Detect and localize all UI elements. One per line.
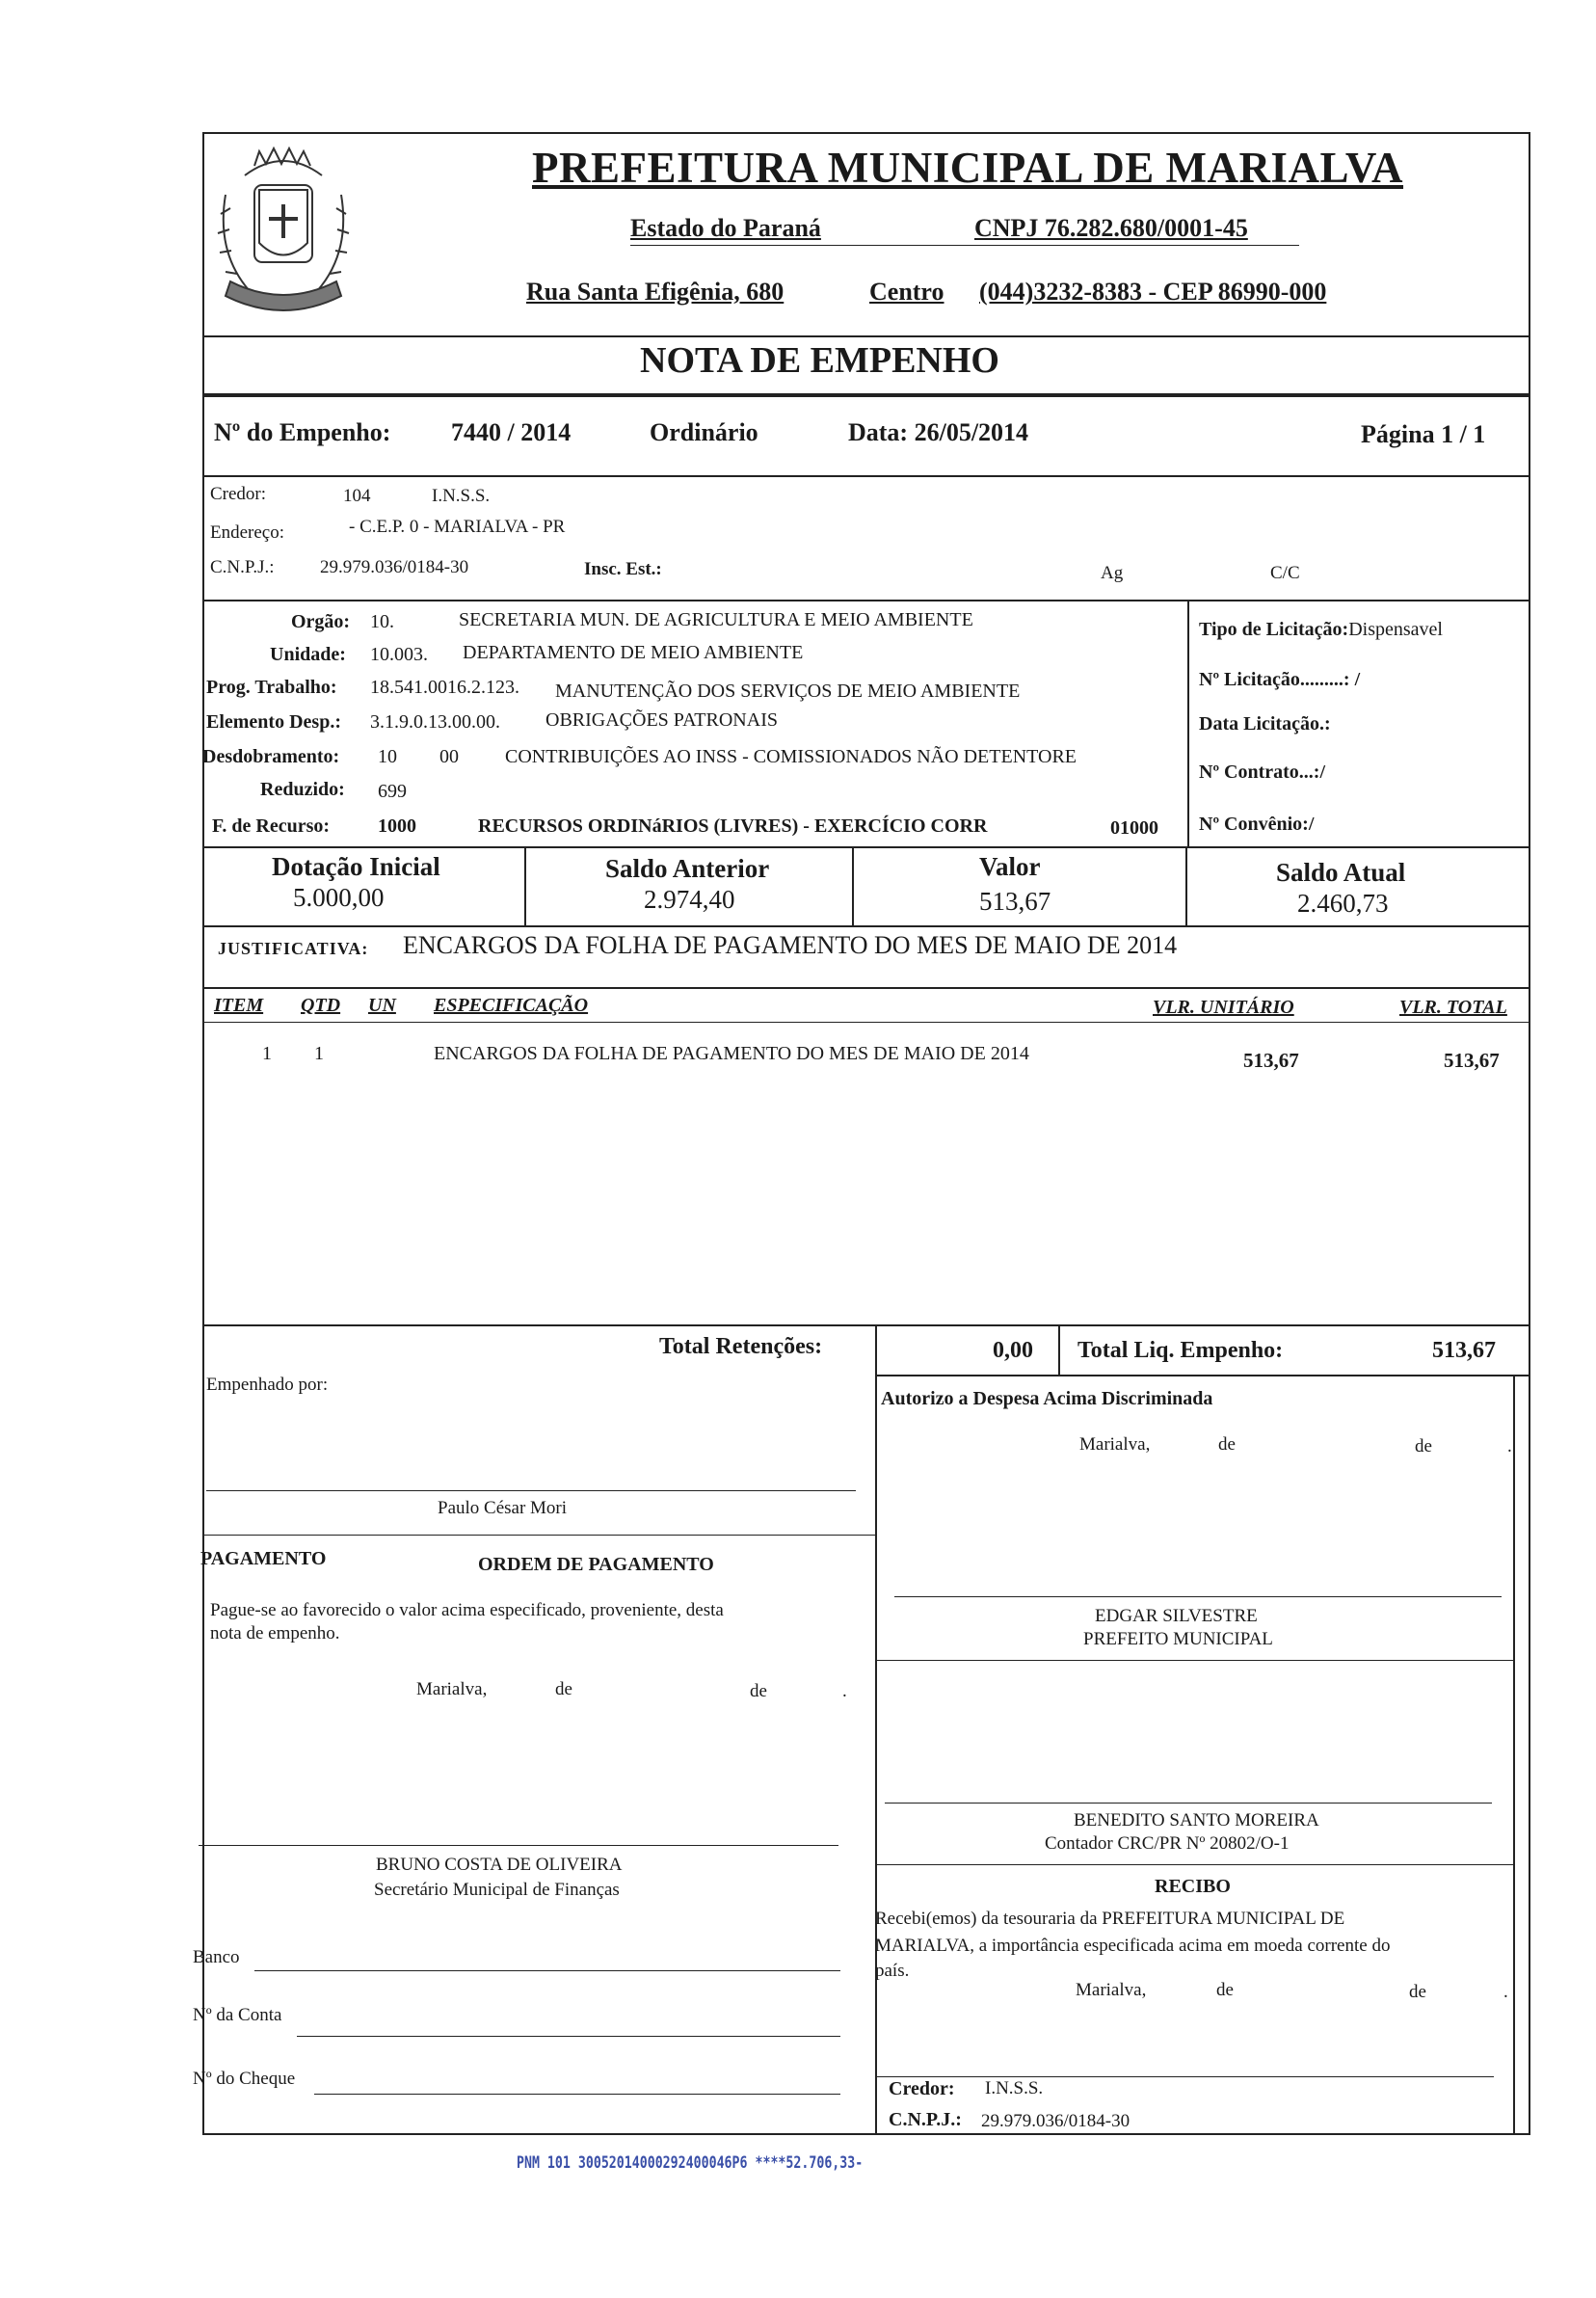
recibo-text-2: MARIALVA, a importância especificada acima em moeda corrente do (875, 1936, 1391, 1956)
desdobramento-code-1: 10 (378, 746, 397, 767)
item-unit-value: 513,67 (1243, 1049, 1299, 1072)
item-spec: ENCARGOS DA FOLHA DE PAGAMENTO DO MES DE MAIO DE 2014 (434, 1043, 1029, 1064)
saldo-anterior-label: Saldo Anterior (605, 854, 770, 883)
balances-divider-1 (524, 846, 526, 925)
credor-address-label: Endereço: (210, 522, 285, 543)
empenho-type: Ordinário (650, 418, 758, 446)
elemento-code: 3.1.9.0.13.00.00. (370, 711, 500, 733)
autorizo-label: Autorizo a Despesa Acima Discriminada (881, 1388, 1213, 1409)
total-liq-label: Total Liq. Empenho: (1077, 1338, 1284, 1363)
secretario-name: BRUNO COSTA DE OLIVEIRA (376, 1855, 623, 1875)
banco-line[interactable] (254, 1970, 840, 1971)
autorizo-de-2: de (1415, 1436, 1432, 1456)
col-item-header: ITEM (214, 995, 264, 1016)
header-state: Estado do Paraná (630, 214, 821, 242)
item-number: 1 (262, 1043, 272, 1064)
unidade-desc: DEPARTAMENTO DE MEIO AMBIENTE (463, 642, 804, 663)
orgao-label: Orgão: (291, 611, 351, 632)
classif-top-line (202, 600, 1530, 601)
col-total-header: VLR. TOTAL (1399, 997, 1507, 1018)
empenhado-name: Paulo César Mori (438, 1498, 568, 1518)
credor-cnpj: 29.979.036/0184-30 (320, 557, 469, 577)
empenhado-signature-line (206, 1490, 856, 1491)
header-cnpj: CNPJ 76.282.680/0001-45 (974, 214, 1248, 242)
item-total-value: 513,67 (1444, 1049, 1500, 1072)
reduzido-label: Reduzido: (260, 779, 345, 800)
col-spec-header: ESPECIFICAÇÃO (434, 995, 589, 1016)
dotacao-label: Dotação Inicial (272, 852, 440, 881)
credor-cc-label: C/C (1270, 563, 1300, 583)
item-qtd: 1 (314, 1043, 324, 1064)
unidade-code: 10.003. (370, 644, 428, 665)
recibo-credor-label: Credor: (889, 2078, 955, 2099)
prog-desc: MANUTENÇÃO DOS SERVIÇOS DE MEIO AMBIENTE (555, 681, 1021, 702)
header-phone: (044)3232-8383 - CEP 86990-000 (979, 278, 1327, 306)
licitacao-convenio-label: Nº Convênio:/ (1199, 814, 1315, 835)
licitacao-tipo-value: Dispensavel (1348, 619, 1443, 640)
credor-insc-label: Insc. Est.: (584, 559, 662, 579)
totals-divider-2 (1058, 1324, 1060, 1375)
prefeito-title: PREFEITO MUNICIPAL (1083, 1629, 1273, 1649)
recibo-text-3: país. (875, 1961, 910, 1981)
right-column-edge (1513, 1375, 1515, 2135)
pague-text: Pague-se ao favorecido o valor acima especificado, proveniente, desta (210, 1600, 724, 1620)
valor-label: Valor (979, 852, 1041, 881)
autorizo-de-1: de (1218, 1434, 1236, 1455)
recibo-cnpj-value: 29.979.036/0184-30 (981, 2111, 1130, 2131)
empenho-number: 7440 / 2014 (451, 418, 572, 446)
prog-code: 18.541.0016.2.123. (370, 677, 519, 698)
recibo-signature-line (877, 2076, 1494, 2077)
totals-divider-1 (875, 1324, 877, 2135)
prefeito-name: EDGAR SILVESTRE (1095, 1606, 1258, 1626)
total-liq-value: 513,67 (1432, 1338, 1496, 1363)
balances-divider-2 (852, 846, 854, 925)
credor-address: - C.E.P. 0 - MARIALVA - PR (349, 517, 566, 537)
contador-top-line (877, 1660, 1513, 1661)
pagamento-label: PAGAMENTO (200, 1548, 327, 1569)
autorizo-dot: . (1507, 1436, 1512, 1456)
empenho-label: Nº do Empenho: (214, 418, 391, 446)
credor-ag-label: Ag (1101, 563, 1124, 583)
col-qtd-header: QTD (301, 995, 341, 1016)
header-title: PREFEITURA MUNICIPAL DE MARIALVA (532, 144, 1404, 192)
doc-title: NOTA DE EMPENHO (640, 340, 999, 381)
orgao-desc: SECRETARIA MUN. DE AGRICULTURA E MEIO AMBIENTE (459, 609, 973, 630)
col-unit-header: VLR. UNITÁRIO (1153, 997, 1294, 1018)
pagamento-de-2: de (750, 1681, 767, 1701)
elemento-label: Elemento Desp.: (206, 711, 341, 733)
ordem-pagamento-label: ORDEM DE PAGAMENTO (478, 1554, 714, 1575)
prefeito-signature-line (894, 1596, 1502, 1597)
recibo-cnpj-label: C.N.P.J.: (889, 2109, 962, 2130)
recibo-top-line (877, 1864, 1513, 1865)
recurso-desc: RECURSOS ORDINáRIOS (LIVRES) - EXERCÍCIO CORR (478, 815, 988, 837)
pagamento-de-1: de (555, 1679, 572, 1699)
recibo-de-2: de (1409, 1982, 1426, 2002)
licitacao-tipo-label-text: Tipo de Licitação: (1199, 619, 1349, 640)
cheque-label: Nº do Cheque (193, 2069, 296, 2089)
balances-divider-3 (1185, 846, 1187, 925)
dotacao-value: 5.000,00 (293, 883, 385, 912)
valor-value: 513,67 (979, 887, 1051, 916)
credor-code: 104 (343, 486, 371, 506)
recurso-code-2: 01000 (1110, 817, 1158, 839)
banco-label: Banco (193, 1947, 240, 1967)
header-district: Centro (869, 278, 944, 306)
conta-line[interactable] (297, 2036, 840, 2037)
elemento-desc: OBRIGAÇÕES PATRONAIS (545, 709, 778, 731)
credor-label: Credor: (210, 484, 267, 504)
empenho-page: Página 1 / 1 (1361, 420, 1486, 448)
pagamento-dot: . (842, 1681, 847, 1701)
credor-cnpj-label: C.N.P.J.: (210, 557, 275, 577)
classif-divider (1187, 600, 1189, 848)
recibo-text-1: Recebi(emos) da tesouraria da PREFEITURA MUNICIPAL DE (875, 1909, 1345, 1929)
orgao-code: 10. (370, 611, 394, 632)
desdobramento-desc: CONTRIBUIÇÕES AO INSS - COMISSIONADOS NÃO DETENTORE (505, 746, 1077, 767)
recibo-label: RECIBO (1155, 1876, 1231, 1897)
licitacao-contrato-label: Nº Contrato...:/ (1199, 762, 1326, 783)
header-underline-1 (630, 245, 1299, 246)
header-address: Rua Santa Efigênia, 680 (526, 278, 785, 306)
total-retencoes-value: 0,00 (993, 1338, 1033, 1363)
recibo-place: Marialva, (1076, 1980, 1147, 2000)
saldo-atual-label: Saldo Atual (1276, 858, 1406, 887)
saldo-anterior-value: 2.974,40 (644, 885, 735, 914)
recibo-dot: . (1503, 1982, 1508, 2002)
pague-text-2: nota de empenho. (210, 1623, 340, 1643)
coat-of-arms-logo (206, 137, 360, 330)
justificativa-text: ENCARGOS DA FOLHA DE PAGAMENTO DO MES DE MAIO DE 2014 (403, 931, 1178, 959)
total-retencoes-label: Total Retenções: (659, 1334, 823, 1359)
credor-name: I.N.S.S. (432, 486, 491, 506)
recibo-credor-value: I.N.S.S. (985, 2078, 1044, 2098)
licitacao-data-label: Data Licitação.: (1199, 713, 1331, 735)
footer-machine-code: PNM 101 30052014000292400046P6 ****52.706,33- (517, 2153, 864, 2173)
saldo-atual-value: 2.460,73 (1297, 889, 1389, 918)
recibo-de-1: de (1216, 1980, 1234, 2000)
empenho-date: Data: 26/05/2014 (848, 418, 1029, 446)
empenhado-label: Empenhado por: (206, 1375, 329, 1395)
recurso-label: F. de Recurso: (212, 815, 331, 837)
totals-bottom-line (877, 1375, 1530, 1376)
col-un-header: UN (368, 995, 396, 1016)
prog-label: Prog. Trabalho: (206, 677, 337, 698)
contador-name: BENEDITO SANTO MOREIRA (1074, 1810, 1319, 1830)
justificativa-label: JUSTIFICATIVA: (218, 939, 369, 958)
unidade-label: Unidade: (270, 644, 346, 665)
licitacao-tipo-label (1199, 619, 1443, 641)
autorizo-place: Marialva, (1079, 1434, 1151, 1455)
secretario-title: Secretário Municipal de Finanças (374, 1880, 620, 1900)
balances-top-line (202, 846, 1530, 848)
secretario-signature-line (199, 1845, 838, 1846)
cheque-line[interactable] (314, 2094, 840, 2095)
balances-bottom-line (202, 925, 1530, 927)
pagamento-top-line (202, 1535, 877, 1536)
licitacao-num-label: Nº Licitação.........: / (1199, 669, 1361, 690)
desdobramento-label: Desdobramento: (202, 746, 340, 767)
items-header-line (202, 1022, 1530, 1023)
recurso-code: 1000 (378, 815, 416, 837)
reduzido-code: 699 (378, 781, 407, 802)
justificativa-bottom-line (202, 987, 1530, 989)
contador-title: Contador CRC/PR Nº 20802/O-1 (1045, 1833, 1290, 1854)
contador-signature-line (885, 1803, 1492, 1804)
conta-label: Nº da Conta (193, 2005, 282, 2025)
pagamento-place: Marialva, (416, 1679, 488, 1699)
desdobramento-code-2: 00 (439, 746, 459, 767)
totals-top-line (202, 1324, 1530, 1326)
